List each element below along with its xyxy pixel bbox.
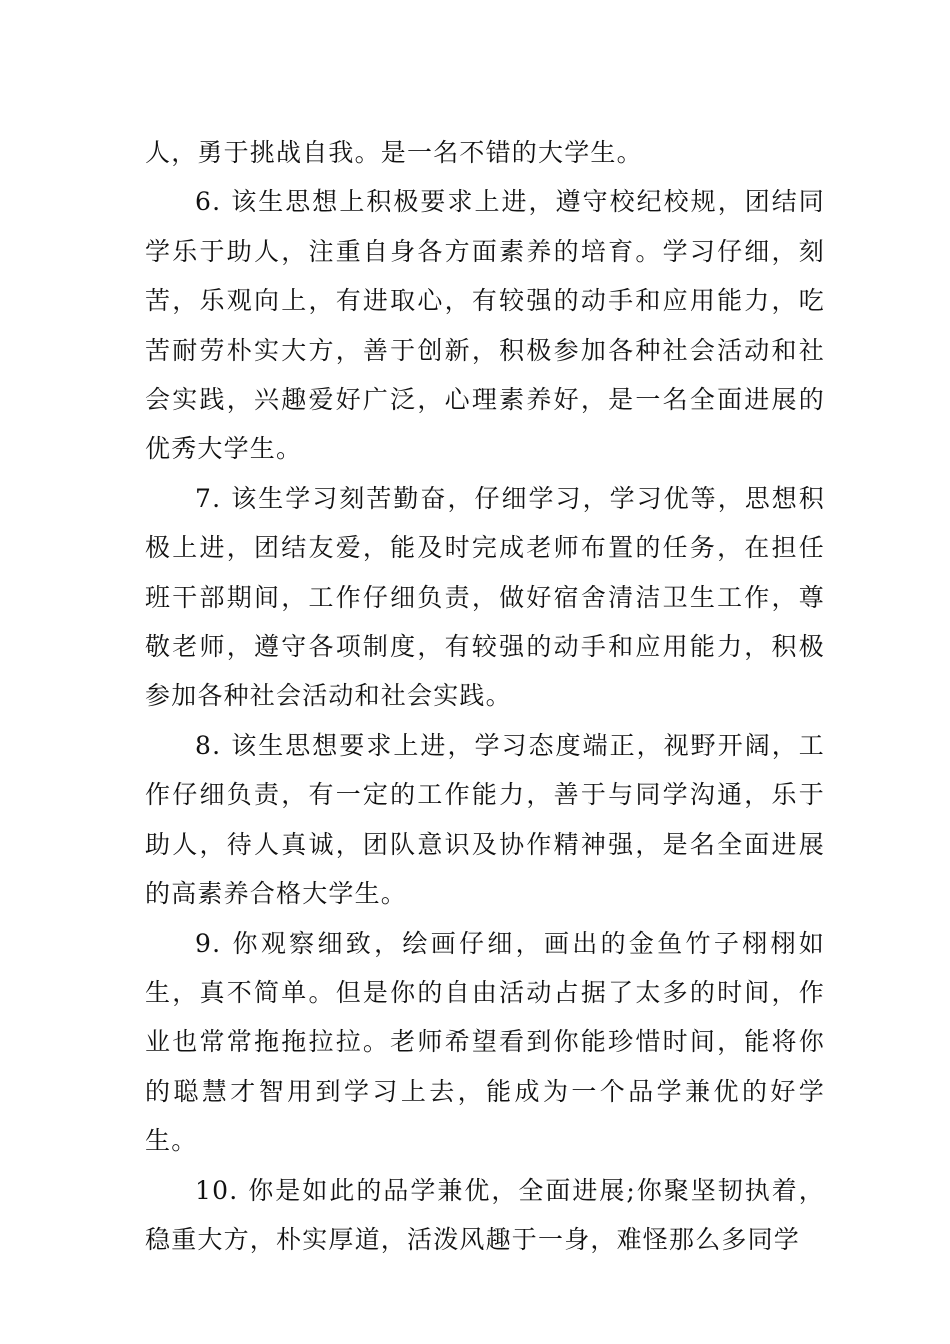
paragraph-item-9: 9. 你观察细致，绘画仔细，画出的金鱼竹子栩栩如生，真不简单。但是你的自由活动占据了太多的时间，作业也常常拖拖拉拉。老师希望看到你能珍惜时间，能将你的聪慧才智用到学习上去，能成为一个品学兼优的好学生。 xyxy=(145,928,825,1156)
document-body xyxy=(145,128,825,1264)
paragraph-continuation: 人，勇于挑战自我。是一名不错的大学生。 xyxy=(145,138,643,167)
paragraph-item-6: 6. 该生思想上积极要求上进，遵守校纪校规，团结同学乐于助人，注重自身各方面素养的培育。学习仔细，刻苦，乐观向上，有进取心，有较强的动手和应用能力，吃苦耐劳朴实大方，善于创新，积极参加各种社会活动和社会实践，兴趣爱好广泛，心理素养好，是一名全面进展的优秀大学生。 xyxy=(145,187,825,464)
paragraph-item-7: 7. 该生学习刻苦勤奋，仔细学习，学习优等，思想积极上进，团结友爱，能及时完成老师布置的任务，在担任班干部期间，工作仔细负责，做好宿舍清洁卫生工作，尊敬老师，遵守各项制度，有较强的动手和应用能力，积极参加各种社会活动和社会实践。 xyxy=(145,483,825,711)
paragraph-item-8: 8. 该生思想要求上进，学习态度端正，视野开阔，工作仔细负责，有一定的工作能力，善于与同学沟通，乐于助人，待人真诚，团队意识及协作精神强，是名全面进展的高素养合格大学生。 xyxy=(145,730,825,909)
paragraph-item-10: 10. 你是如此的品学兼优，全面进展;你聚坚韧执着，稳重大方，朴实厚道，活泼风趣于一身，难怪那么多同学 xyxy=(145,1175,825,1254)
